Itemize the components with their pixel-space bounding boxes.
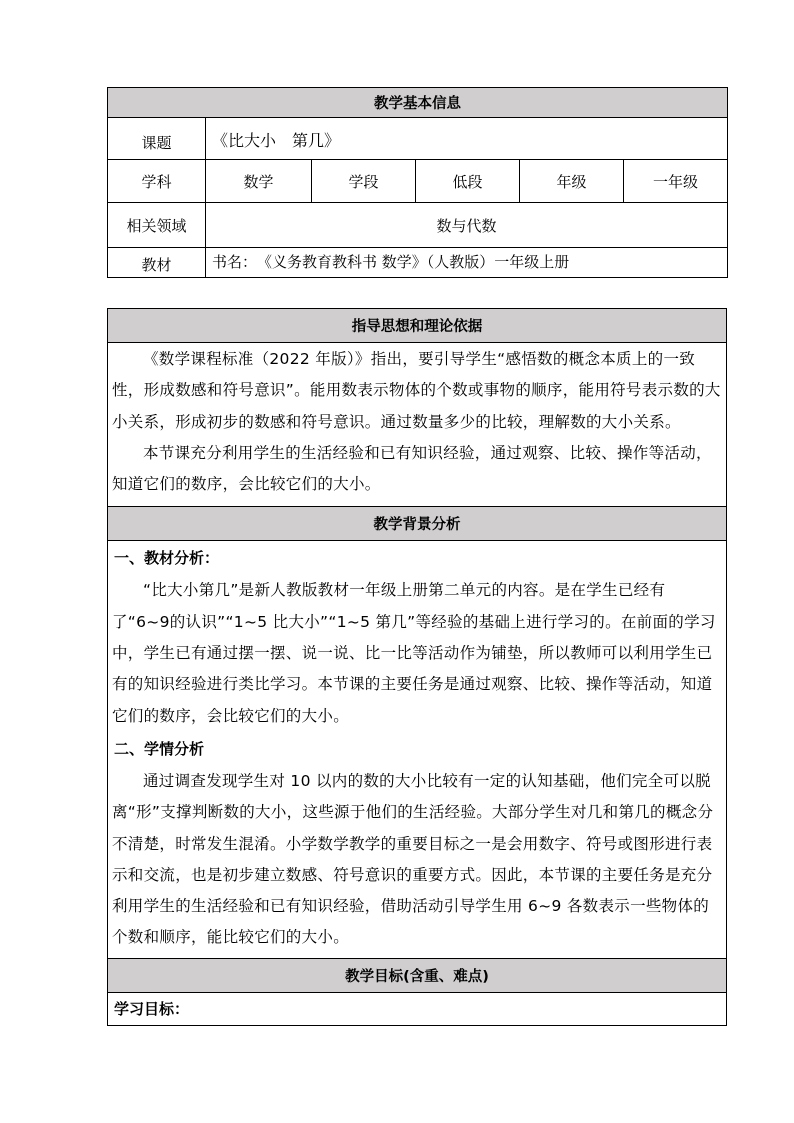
textbook-analysis-heading: 一、教材分析： [114,549,220,568]
learning-goals-label: 学习目标： [108,992,727,1025]
field-value: 数与代数 [206,203,728,248]
student-analysis-text: 通过调查发现学生对 10 以内的数的大小比较有一定的认知基础，他们完全可以脱离“形”支撑判断数的大小，这些源于他们的生活经验。大部分学生对几和第几的概念分不清楚，时常发生混淆。小学数学教学的重要目标之一是会用数字、符号或图形进行表示和交流，也是初步建立数感、符号意识的重要方式。因此，本节课的主要任务是充分利用学生的生活经验和已有知识经验，借助活动引导学生用 6~9 各数表示一些物体的个数和顺序，能比较它们的大小。 [112,771,714,947]
subject-value: 数学 [206,160,312,203]
grade-value: 一年级 [624,160,728,203]
topic-value: 《比大小 第几》 [206,118,728,160]
topic-label: 课题 [108,118,206,160]
textbook-label: 教材 [108,248,206,278]
guidance-paragraph: 《数学课程标准（2022 年版）》指出，要引导学生“感悟数的概念本质上的一致性，形成数感和符号意识”。能用数表示物体的个数或事物的顺序，能用符号表示数的大小关系，形成初步的数感和符号意识。通过数量多少的比较，理解数的大小关系。 [112,350,721,431]
goals-header: 教学目标(含重、难点) [108,958,727,992]
background-body [108,541,727,958]
guidance-paragraph: 本节课充分利用学生的生活经验和已有知识经验，通过观察、比较、操作等活动，知道它们的数序，会比较它们的大小。 [112,443,712,494]
student-analysis-heading: 二、学情分析 [114,739,205,758]
textbook-value: 书名： 《义务教育教科书 数学》（人教版）一年级上册 [206,248,728,278]
basic-info-header: 教学基本信息 [108,88,728,118]
grade-label: 年级 [520,160,624,203]
background-header: 教学背景分析 [108,507,727,541]
basic-info-table [107,87,728,278]
analysis-table [107,308,727,1026]
field-label: 相关领域 [108,203,206,248]
guidance-body [108,343,727,507]
stage-label: 学段 [312,160,416,203]
guidance-header: 指导思想和理论依据 [108,309,727,343]
textbook-analysis-text: “比大小第几”是新人教版教材一年级上册第二单元的内容。是在学生已经有了“6~9的认识”“1~5 比大小”“1~5 第几”等经验的基础上进行学习的。在前面的学习中，学生已有通过摆一摆、说一说、比一比等活动作为铺垫，所以教师可以利用学生已有的知识经验进行类比学习。本节课的主要任务是通过观察、比较、操作等活动，知道它们的数序，会比较它们的大小。 [112,581,716,725]
subject-label: 学科 [108,160,206,203]
stage-value: 低段 [416,160,520,203]
